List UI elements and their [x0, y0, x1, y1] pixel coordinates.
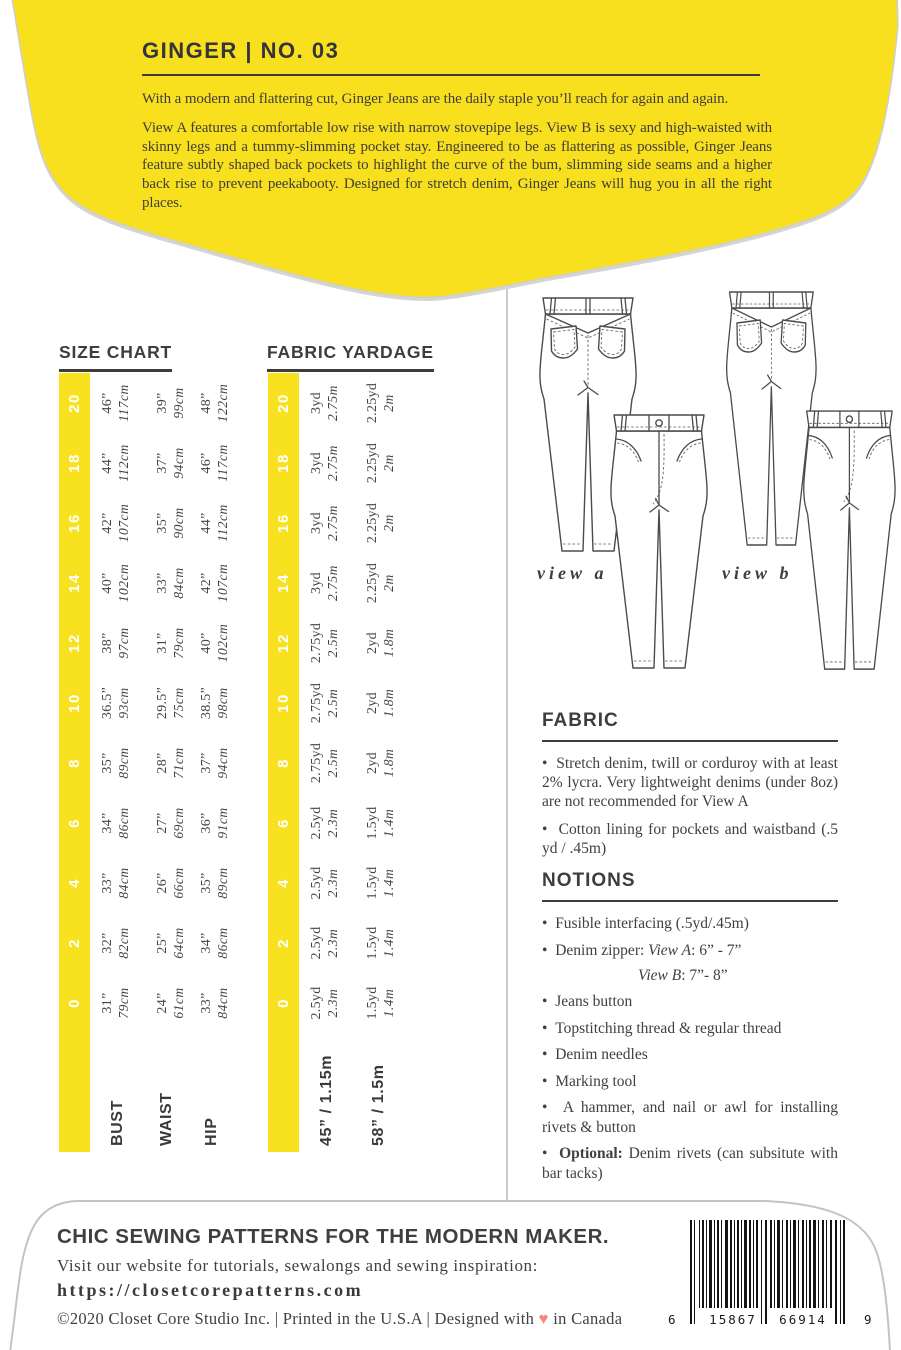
flap-content — [142, 38, 778, 223]
yardage-58-cell: 1.5yd 1.4m — [365, 866, 396, 900]
barcode-digit: 66914 — [779, 1312, 827, 1327]
bust-cell: 33” 84cm — [100, 867, 131, 899]
size-badge: 18 — [268, 433, 299, 493]
size-chart-table — [59, 373, 234, 1152]
hip-cell: 46” 117cm — [199, 444, 230, 482]
waist-cell: 35” 90cm — [155, 507, 186, 539]
heart-icon: ♥ — [538, 1309, 549, 1328]
waist-cell: 24” 61cm — [155, 987, 186, 1019]
view-a-label: view a — [537, 563, 608, 583]
yardage-58-cell: 2.25yd 2m — [365, 442, 396, 484]
size-badge: 14 — [59, 553, 90, 613]
barcode-digit: 9 — [864, 1312, 874, 1327]
size-badge: 4 — [59, 853, 90, 913]
bust-cell: 42” 107cm — [100, 503, 131, 543]
yardage-45-cell: 2.75yd 2.5m — [309, 682, 340, 724]
intro-paragraph: With a modern and flattering cut, Ginger Jeans are the daily staple you’ll reach for again and again. — [142, 91, 729, 107]
hip-cell: 35” 89cm — [199, 867, 230, 899]
page-title: GINGER | NO. 03 — [142, 38, 340, 63]
copyright-line: ©2020 Closet Core Studio Inc. | Printed in the U.S.A | Designed with ♥ in Canada — [57, 1309, 623, 1328]
size-chart-heading: SIZE CHART — [59, 342, 172, 372]
bust-cell: 40” 102cm — [100, 563, 131, 603]
waist-cell: 28” 71cm — [155, 747, 186, 779]
size-badge: 16 — [59, 493, 90, 553]
barcode — [668, 1218, 880, 1334]
column-divider — [506, 252, 508, 1200]
size-badge: 10 — [59, 673, 90, 733]
size-strip-corner — [59, 1033, 90, 1152]
size-badge: 20 — [59, 373, 90, 433]
size-badge: 16 — [268, 493, 299, 553]
barcode-bars — [684, 1218, 850, 1326]
yardage-45-cell: 2.5yd 2.3m — [309, 986, 340, 1020]
size-badge: 0 — [268, 973, 299, 1033]
notions-item: • Topstitching thread & regular thread — [542, 1019, 838, 1039]
notions-heading: NOTIONS — [542, 870, 838, 902]
footer-visit-text: Visit our website for tutorials, sewalongs and sewing inspiration: — [57, 1256, 538, 1275]
jeans-technical-drawings — [515, 288, 901, 688]
yardage-58-cell: 2.25yd 2m — [365, 502, 396, 544]
yardage-45-cell: 2.75yd 2.5m — [309, 742, 340, 784]
size-badge: 6 — [268, 793, 299, 853]
yardage-58-cell: 1.5yd 1.4m — [365, 806, 396, 840]
waist-row-label: WAIST — [158, 1092, 175, 1146]
fabric-heading: FABRIC — [542, 710, 838, 742]
hip-cell: 37” 94cm — [199, 747, 230, 779]
yardage-45-cell: 2.5yd 2.3m — [309, 806, 340, 840]
bust-cell: 36.5” 93cm — [100, 686, 131, 720]
size-badge: 8 — [59, 733, 90, 793]
bust-cell: 35” 89cm — [100, 747, 131, 779]
fabric-yardage-heading: FABRIC YARDAGE — [267, 342, 434, 372]
yardage-58-cell: 1.5yd 1.4m — [365, 986, 396, 1020]
hip-cell: 33” 84cm — [199, 987, 230, 1019]
notions-item-zipper: • Denim zipper: View A: 6” - 7” — [542, 941, 838, 961]
size-badge: 10 — [268, 673, 299, 733]
waist-cell: 26” 66cm — [155, 867, 186, 899]
yardage-58-cell: 2yd 1.8m — [365, 628, 396, 658]
hip-cell: 42” 107cm — [199, 563, 230, 603]
fabric-bullet: • Cotton lining for pockets and waistband (.5 yd / .45m) — [542, 820, 838, 858]
size-badge: 18 — [59, 433, 90, 493]
bust-cell: 46” 117cm — [100, 384, 131, 422]
hip-cell: 38.5” 98cm — [199, 686, 230, 720]
notions-item: • Jeans button — [542, 992, 838, 1012]
size-badge: 12 — [59, 613, 90, 673]
bust-cell: 34” 86cm — [100, 807, 131, 839]
yardage-45-cell: 2.75yd 2.5m — [309, 622, 340, 664]
size-badge: 2 — [59, 913, 90, 973]
size-badge: 0 — [59, 973, 90, 1033]
waist-cell: 29.5” 75cm — [155, 686, 186, 720]
description-paragraph: View A features a comfortable low rise with narrow stovepipe legs. View B is sexy and high-waisted with skinny legs and a tummy-slimming pocket stay. Engineered to be as flattering as possible, Ginger Jeans feature subtly shaped back pockets to highlight the curve of the bum, slimming side seams and a higher back rise to prevent peekabooty. Designed for stretch denim, Ginger Jeans will hug you in all the right places. — [142, 119, 772, 211]
notions-item: • A hammer, and nail or awl for installing rivets & button — [542, 1098, 838, 1137]
notions-item: • Denim needles — [542, 1045, 838, 1065]
waist-cell: 39” 99cm — [155, 387, 186, 419]
yardage-58-cell: 2.25yd 2m — [365, 382, 396, 424]
barcode-digit: 15867 — [709, 1312, 757, 1327]
barcode-digit: 6 — [668, 1312, 678, 1327]
size-badge: 6 — [59, 793, 90, 853]
waist-cell: 25” 64cm — [155, 927, 186, 959]
yardage-45-cell: 3yd 2.75m — [309, 565, 340, 601]
yardage-45-cell: 3yd 2.75m — [309, 445, 340, 481]
yardage-58-cell: 2.25yd 2m — [365, 562, 396, 604]
notions-section — [542, 870, 838, 1190]
notions-item: • Marking tool — [542, 1072, 838, 1092]
waist-cell: 37” 94cm — [155, 447, 186, 479]
view-b-back-flat — [727, 292, 816, 545]
yardage-58-cell: 1.5yd 1.4m — [365, 926, 396, 960]
fabric-yardage-table — [268, 373, 403, 1152]
waist-cell: 31” 79cm — [155, 627, 186, 659]
size-badge: 4 — [268, 853, 299, 913]
size-badge: 2 — [268, 913, 299, 973]
size-badge: 14 — [268, 553, 299, 613]
footer-tagline: CHIC SEWING PATTERNS FOR THE MODERN MAKER. — [57, 1225, 610, 1248]
yardage-45-cell: 2.5yd 2.3m — [309, 926, 340, 960]
bust-cell: 32” 82cm — [100, 927, 131, 959]
bust-cell: 38” 97cm — [100, 627, 131, 659]
view-a-front-flat — [611, 415, 707, 668]
hip-cell: 40” 102cm — [199, 623, 230, 663]
yardage-45-cell: 3yd 2.75m — [309, 505, 340, 541]
size-badge: 8 — [268, 733, 299, 793]
view-b-front-flat — [804, 411, 895, 669]
size-badge: 20 — [268, 373, 299, 433]
bust-cell: 31” 79cm — [100, 987, 131, 1019]
waist-cell: 27” 69cm — [155, 807, 186, 839]
view-b-label: view b — [722, 563, 793, 583]
size-strip-corner — [268, 1033, 299, 1152]
notions-item-optional: • Optional: Denim rivets (can subsitute with bar tacks) — [542, 1144, 838, 1183]
website-url: https://closetcorepatterns.com — [57, 1280, 364, 1300]
width-58-label: 58” / 1.5m — [370, 1064, 387, 1146]
title-rule — [142, 74, 760, 76]
fabric-bullet: • Stretch denim, twill or corduroy with at least 2% lycra. Very lightweight denims (under 8oz) are not recommended for View A — [542, 754, 838, 812]
hip-cell: 34” 86cm — [199, 927, 230, 959]
yardage-45-cell: 3yd 2.75m — [309, 385, 340, 421]
hip-cell: 48” 122cm — [199, 383, 230, 423]
fabric-section — [542, 710, 838, 866]
yardage-58-cell: 2yd 1.8m — [365, 748, 396, 778]
size-badge: 12 — [268, 613, 299, 673]
notions-item: • Fusible interfacing (.5yd/.45m) — [542, 914, 838, 934]
hip-cell: 44” 112cm — [199, 504, 230, 542]
yardage-45-cell: 2.5yd 2.3m — [309, 866, 340, 900]
notions-item-zipper-b: View B: 7”- 8” — [638, 967, 728, 985]
hip-cell: 36” 91cm — [199, 807, 230, 839]
bust-row-label: BUST — [108, 1100, 126, 1146]
bust-cell: 44” 112cm — [100, 444, 131, 482]
width-45-label: 45” / 1.15m — [318, 1054, 335, 1146]
yardage-58-cell: 2yd 1.8m — [365, 688, 396, 718]
waist-cell: 33” 84cm — [155, 567, 186, 599]
hip-row-label: HIP — [202, 1117, 220, 1146]
